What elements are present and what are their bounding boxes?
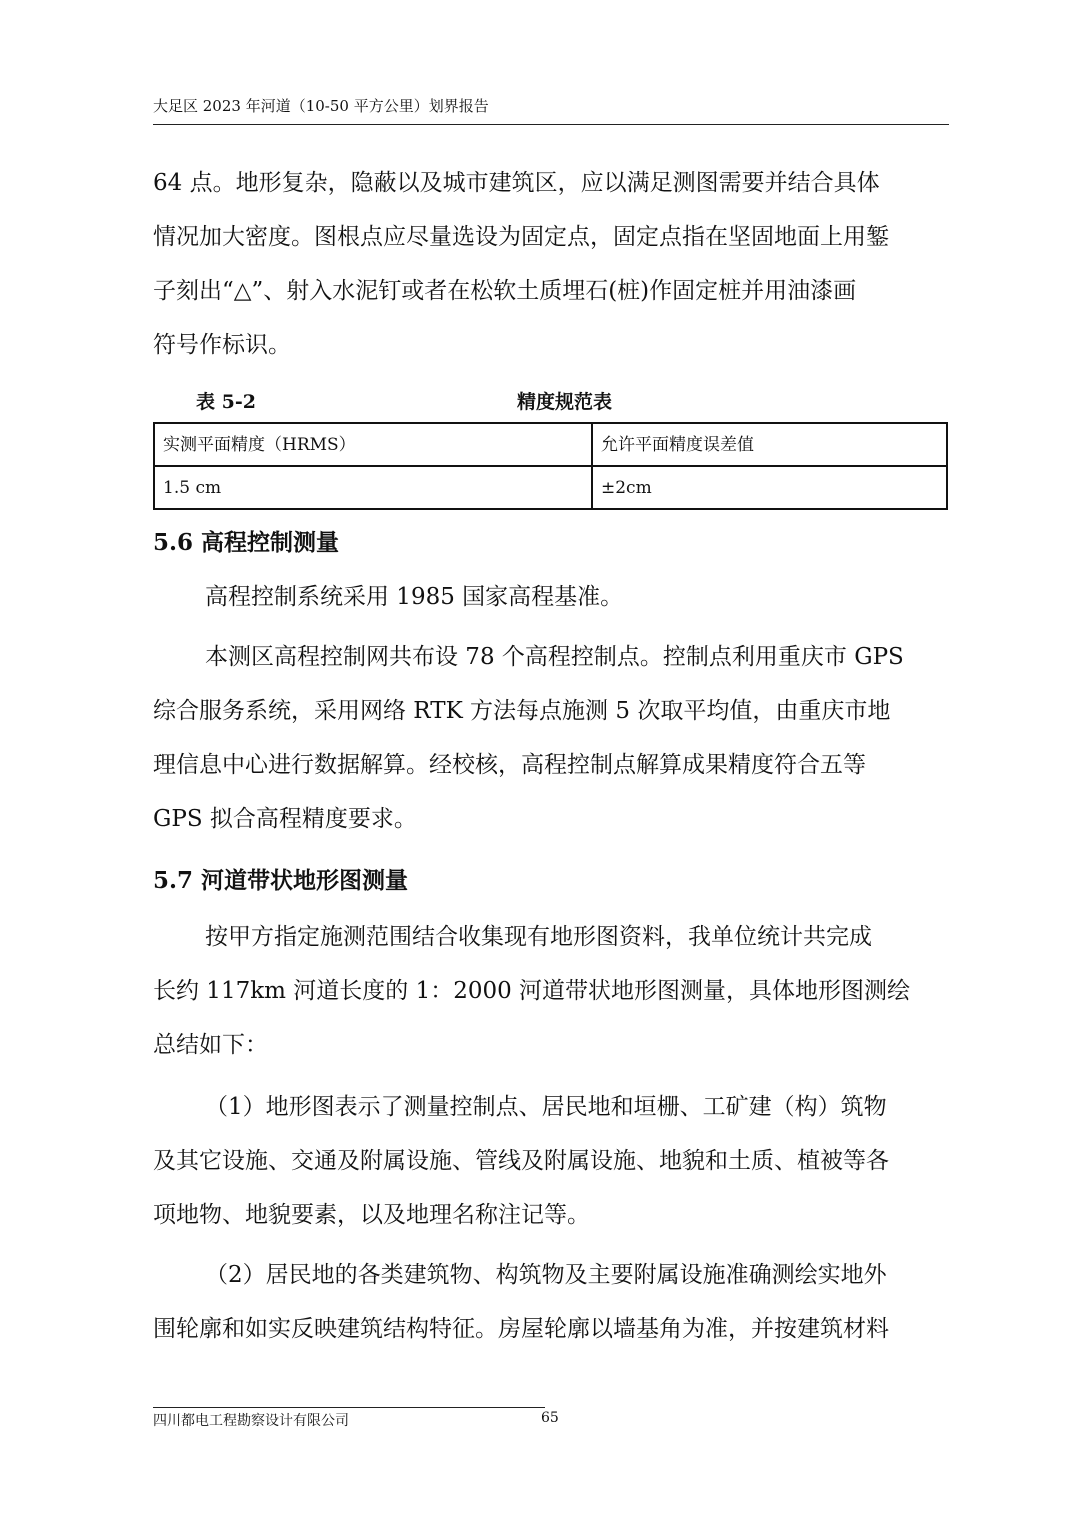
paragraph-elevation-network	[153, 630, 953, 846]
table-cell: ±2cm	[592, 466, 947, 509]
text-line: 按甲方指定施测范围结合收集现有地形图资料，我单位统计共完成	[205, 924, 872, 950]
list-item-2	[153, 1248, 953, 1356]
section-heading-5-7: 5.7 河道带状地形图测量	[153, 867, 409, 894]
text-line: 情况加大密度。图根点应尽量选设为固定点，固定点指在坚固地面上用錾	[153, 224, 889, 250]
text-line: 符号作标识。	[153, 332, 291, 358]
text-line: 综合服务系统，采用网络 RTK 方法每点施测 5 次取平均值，由重庆市地	[153, 698, 891, 724]
paragraph-topographic-survey	[153, 910, 953, 1072]
section-heading-5-6: 5.6 高程控制测量	[153, 529, 340, 556]
paragraph-control-points	[153, 156, 953, 372]
text-line: GPS 拟合高程精度要求。	[153, 806, 417, 832]
table-number: 表 5-2	[196, 391, 256, 413]
page-header	[153, 96, 949, 125]
text-line: 围轮廓和如实反映建筑结构特征。房屋轮廓以墙基角为准，并按建筑材料	[153, 1316, 889, 1342]
text-line: 子刻出“△”、射入水泥钉或者在松软土质埋石(桩)作固定桩并用油漆画	[153, 278, 857, 304]
text-line: 及其它设施、交通及附属设施、管线及附属设施、地貌和土质、植被等各	[153, 1148, 889, 1174]
table-row	[154, 466, 947, 509]
text-line: 本测区高程控制网共布设 78 个高程控制点。控制点利用重庆市 GPS	[205, 644, 904, 670]
list-item-1	[153, 1080, 953, 1242]
footer-company: 四川都电工程勘察设计有限公司	[153, 1413, 349, 1429]
table-title: 精度规范表	[517, 391, 613, 413]
header-title: 大足区 2023 年河道（10-50 平方公里）划界报告	[153, 97, 489, 115]
text-line: 理信息中心进行数据解算。经校核，高程控制点解算成果精度符合五等	[153, 752, 866, 778]
text-line: （2）居民地的各类建筑物、构筑物及主要附属设施准确测绘实地外	[205, 1262, 887, 1288]
text-line: 项地物、地貌要素，以及地理名称注记等。	[153, 1202, 590, 1228]
text-line: 64 点。地形复杂，隐蔽以及城市建筑区，应以满足测图需要并结合具体	[153, 170, 880, 196]
page-number: 65	[541, 1410, 559, 1426]
table-header-cell: 允许平面精度误差值	[592, 423, 947, 466]
paragraph-elevation-datum	[153, 570, 953, 624]
text-line: 总结如下：	[153, 1032, 268, 1058]
text-line: 高程控制系统采用 1985 国家高程基准。	[205, 584, 624, 610]
table-header-row	[154, 423, 947, 466]
text-line: 长约 117km 河道长度的 1：2000 河道带状地形图测量，具体地形图测绘	[153, 978, 911, 1004]
footer-divider	[153, 1407, 545, 1408]
table-cell: 1.5 cm	[154, 466, 592, 509]
table-header-cell: 实测平面精度（HRMS）	[154, 423, 592, 466]
text-line: （1）地形图表示了测量控制点、居民地和垣栅、工矿建（构）筑物	[205, 1094, 887, 1120]
precision-table	[153, 422, 948, 510]
